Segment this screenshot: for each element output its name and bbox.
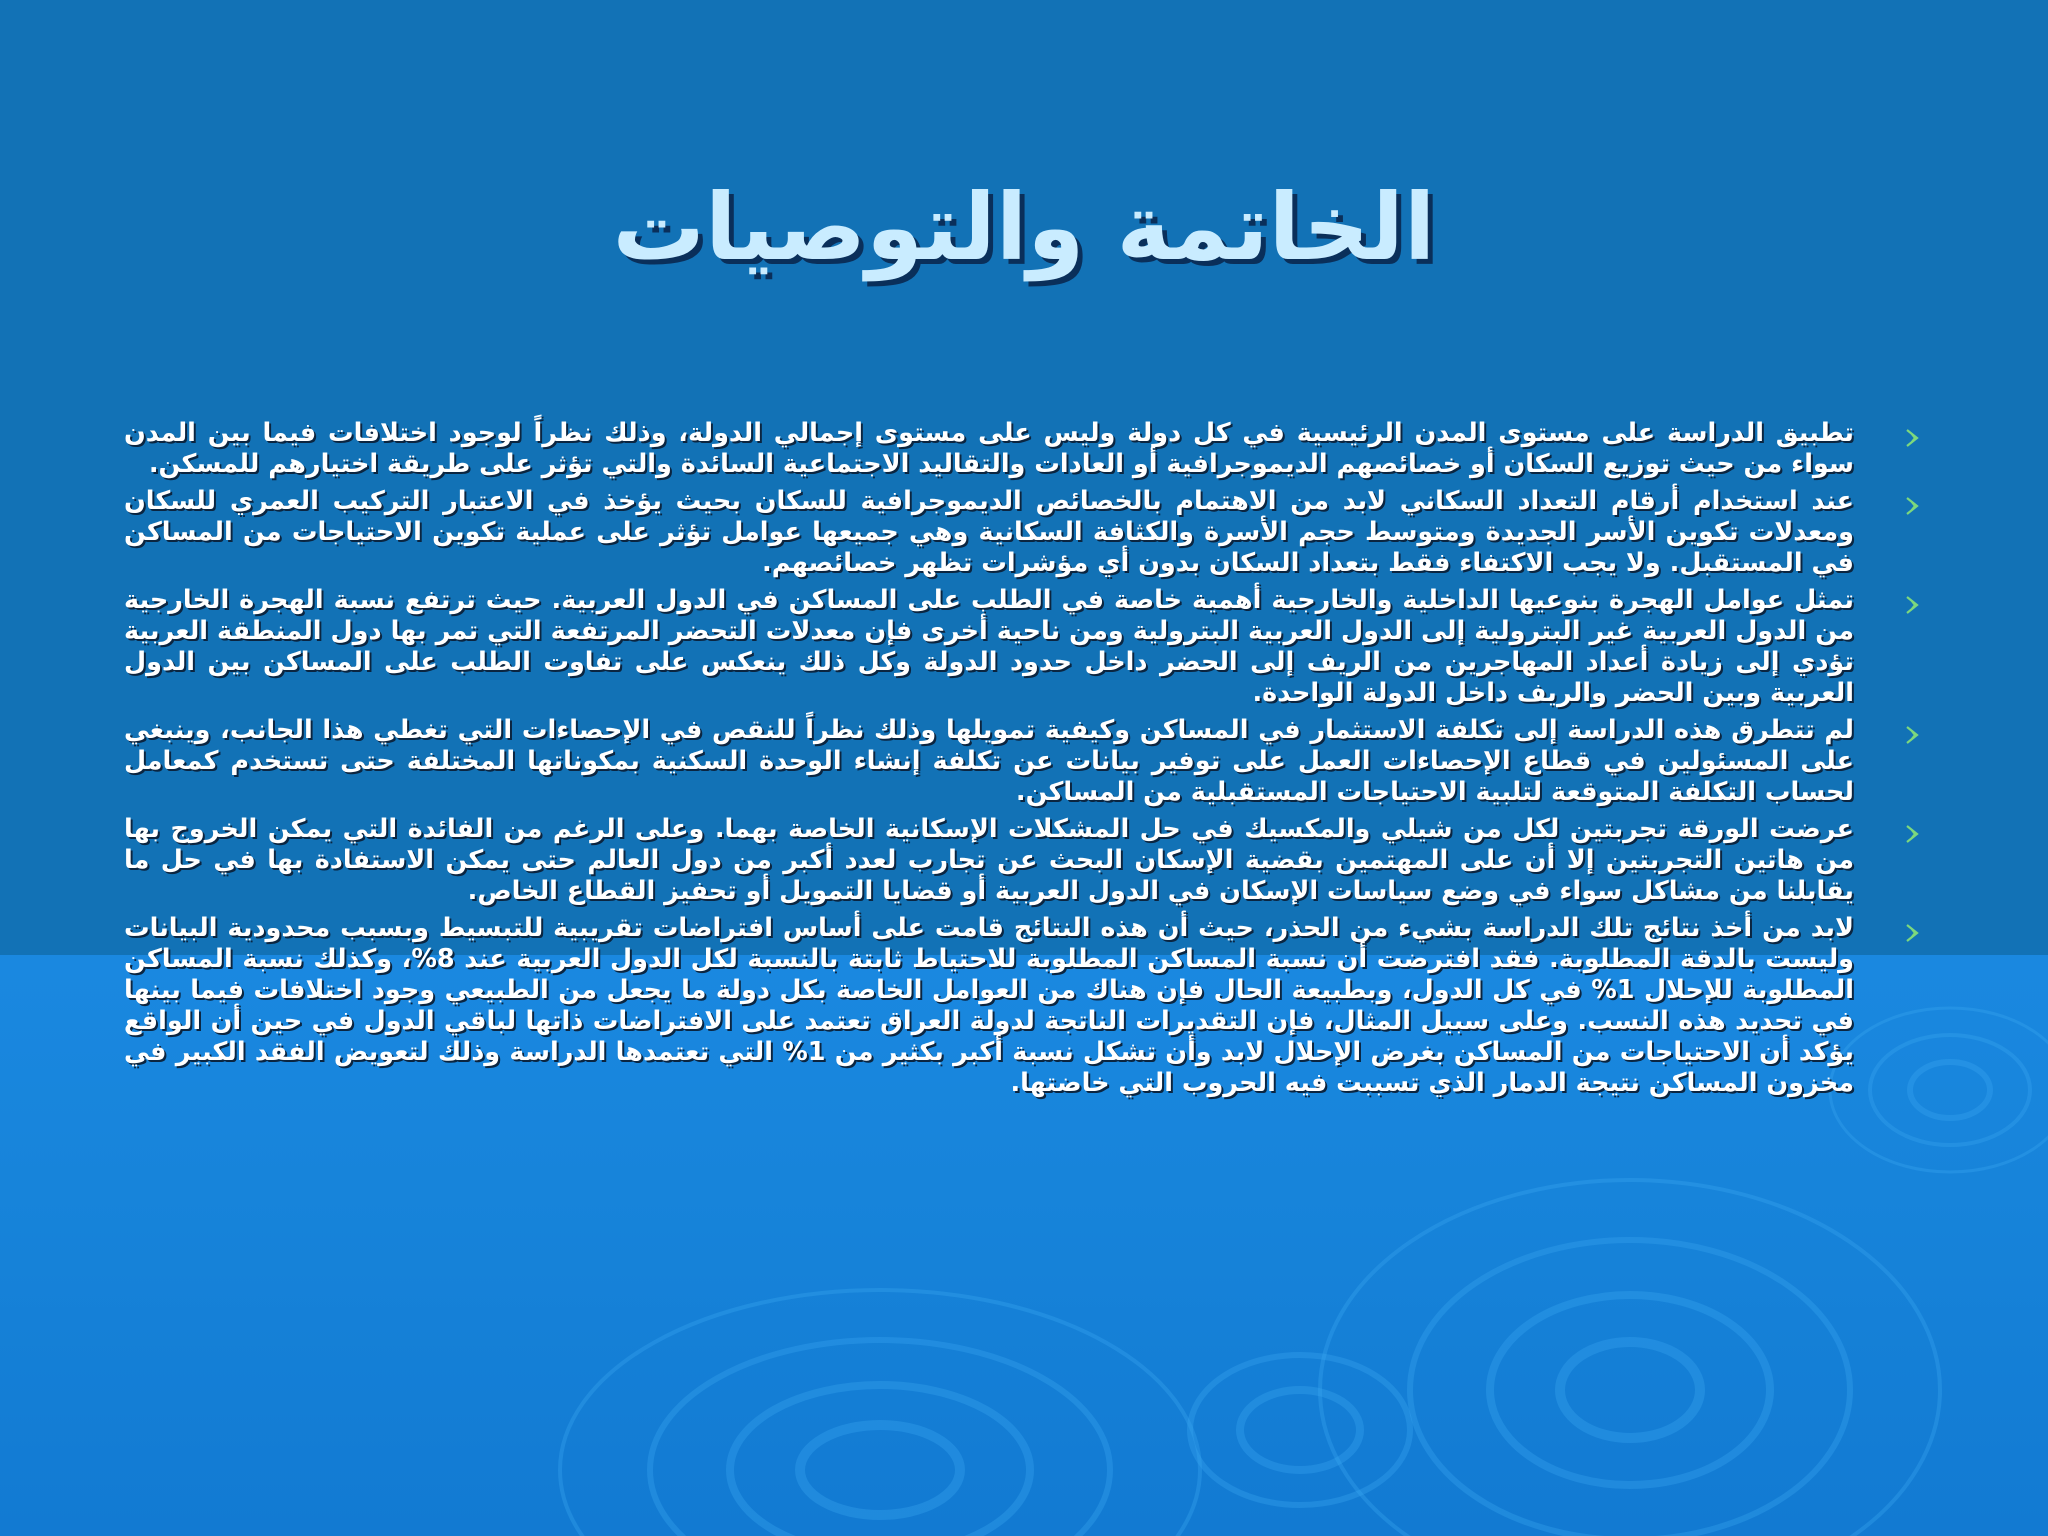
arrow-bullet-icon [1900,822,1924,846]
list-item [124,913,1924,1099]
arrow-bullet-icon [1900,593,1924,617]
list-item [124,418,1924,480]
bullet-text: عرضت الورقة تجربتين لكل من شيلي والمكسيك في حل المشكلات الإسكانية الخاصة بهما. وعلى الرغم من الفائدة التي يمكن الخروج بها من هاتين التجربتين إلا أن على المهتمين بقضية الإسكان البحث عن تجارب لعدد أكبر من دول العالم حتى يمكن الاستفادة بها في حل ما يقابلنا من مشاكل سواء في وضع سياسات الإسكان في الدول العربية أو قضايا التمويل أو تحفيز القطاع الخاص. [124,814,1854,906]
bullet-text: عند استخدام أرقام التعداد السكاني لابد من الاهتمام بالخصائص الديموجرافية للسكان بحيث يؤخذ في الاعتبار التركيب العمري للسكان ومعدلات تكوين الأسر الجديدة ومتوسط حجم الأسرة والكثافة السكانية وهي جميعها عوامل تؤثر على عملية تكوين الاحتياجات من المساكن في المستقبل. ولا يجب الاكتفاء فقط بتعداد السكان بدون أي مؤشرات تظهر خصائصهم. [124,486,1854,578]
arrow-bullet-icon [1900,723,1924,747]
list-item [124,486,1924,579]
bullet-text: لم تتطرق هذه الدراسة إلى تكلفة الاستثمار في المساكن وكيفية تمويلها وذلك نظراً للنقص في الإحصاءات التي تغطي هذا الجانب، وينبغي على المسئولين في قطاع الإحصاءات العمل على توفير بيانات عن تكلفة إنشاء الوحدة السكنية بمكوناتها المختلفة حتى تستخدم كمعامل لحساب التكلفة المتوقعة لتلبية الاحتياجات المستقبلية من المساكن. [124,715,1854,807]
list-item [124,715,1924,808]
bullet-text: لابد من أخذ نتائج تلك الدراسة بشيء من الحذر، حيث أن هذه النتائج قامت على أساس افتراضات تقريبية للتبسيط وبسبب محدودية البيانات وليست بالدقة المطلوبة. فقد افترضت أن نسبة المساكن المطلوبة للاحتياط ثابتة بالنسبة لكل الدول العربية عند 8%، وكذلك نسبة المساكن المطلوبة للإحلال 1% في كل الدول، وبطبيعة الحال فإن هناك من العوامل الخاصة بكل دولة ما يجعل من الطبيعي وجود اختلافات فيما بينها في تحديد هذه النسب. وعلى سبيل المثال، فإن التقديرات الناتجة لدولة العراق تعتمد على الافتراضات ذاتها لباقي الدول في حين أن الواقع يؤكد أن الاحتياجات من المساكن بغرض الإحلال لابد وأن تشكل نسبة أكبر بكثير من 1% التي تعتمدها الدراسة وذلك لتعويض الفقد الكبير في مخزون المساكن نتيجة الدمار الذي تسببت فيه الحروب التي خاضتها. [124,913,1854,1098]
arrow-bullet-icon [1900,494,1924,518]
bullet-text: تطبيق الدراسة على مستوى المدن الرئيسية في كل دولة وليس على مستوى إجمالي الدولة، وذلك نظراً لوجود اختلافات فيما بين المدن سواء من حيث توزيع السكان أو خصائصهم الديموجرافية أو العادات والتقاليد الاجتماعية السائدة والتي تؤثر على طريقة اختيارهم للمسكن. [124,418,1854,479]
list-item [124,814,1924,907]
bullet-text: تمثل عوامل الهجرة بنوعيها الداخلية والخارجية أهمية خاصة في الطلب على المساكن في الدول العربية. حيث ترتفع نسبة الهجرة الخارجية من الدول العربية غير البترولية إلى الدول العربية البترولية ومن ناحية أخرى فإن معدلات التحضر المرتفعة التي تمر بها دول المنطقة العربية تؤدي إلى زيادة أعداد المهاجرين من الريف إلى الحضر داخل حدود الدولة وكل ذلك ينعكس على تفاوت الطلب على المساكن بين الدول العربية وبين الحضر والريف داخل الدولة الواحدة. [124,585,1854,708]
list-item [124,585,1924,709]
bullet-list [124,418,1924,1105]
arrow-bullet-icon [1900,426,1924,450]
arrow-bullet-icon [1900,921,1924,945]
slide-title: الخاتمة والتوصيات [612,174,1436,281]
